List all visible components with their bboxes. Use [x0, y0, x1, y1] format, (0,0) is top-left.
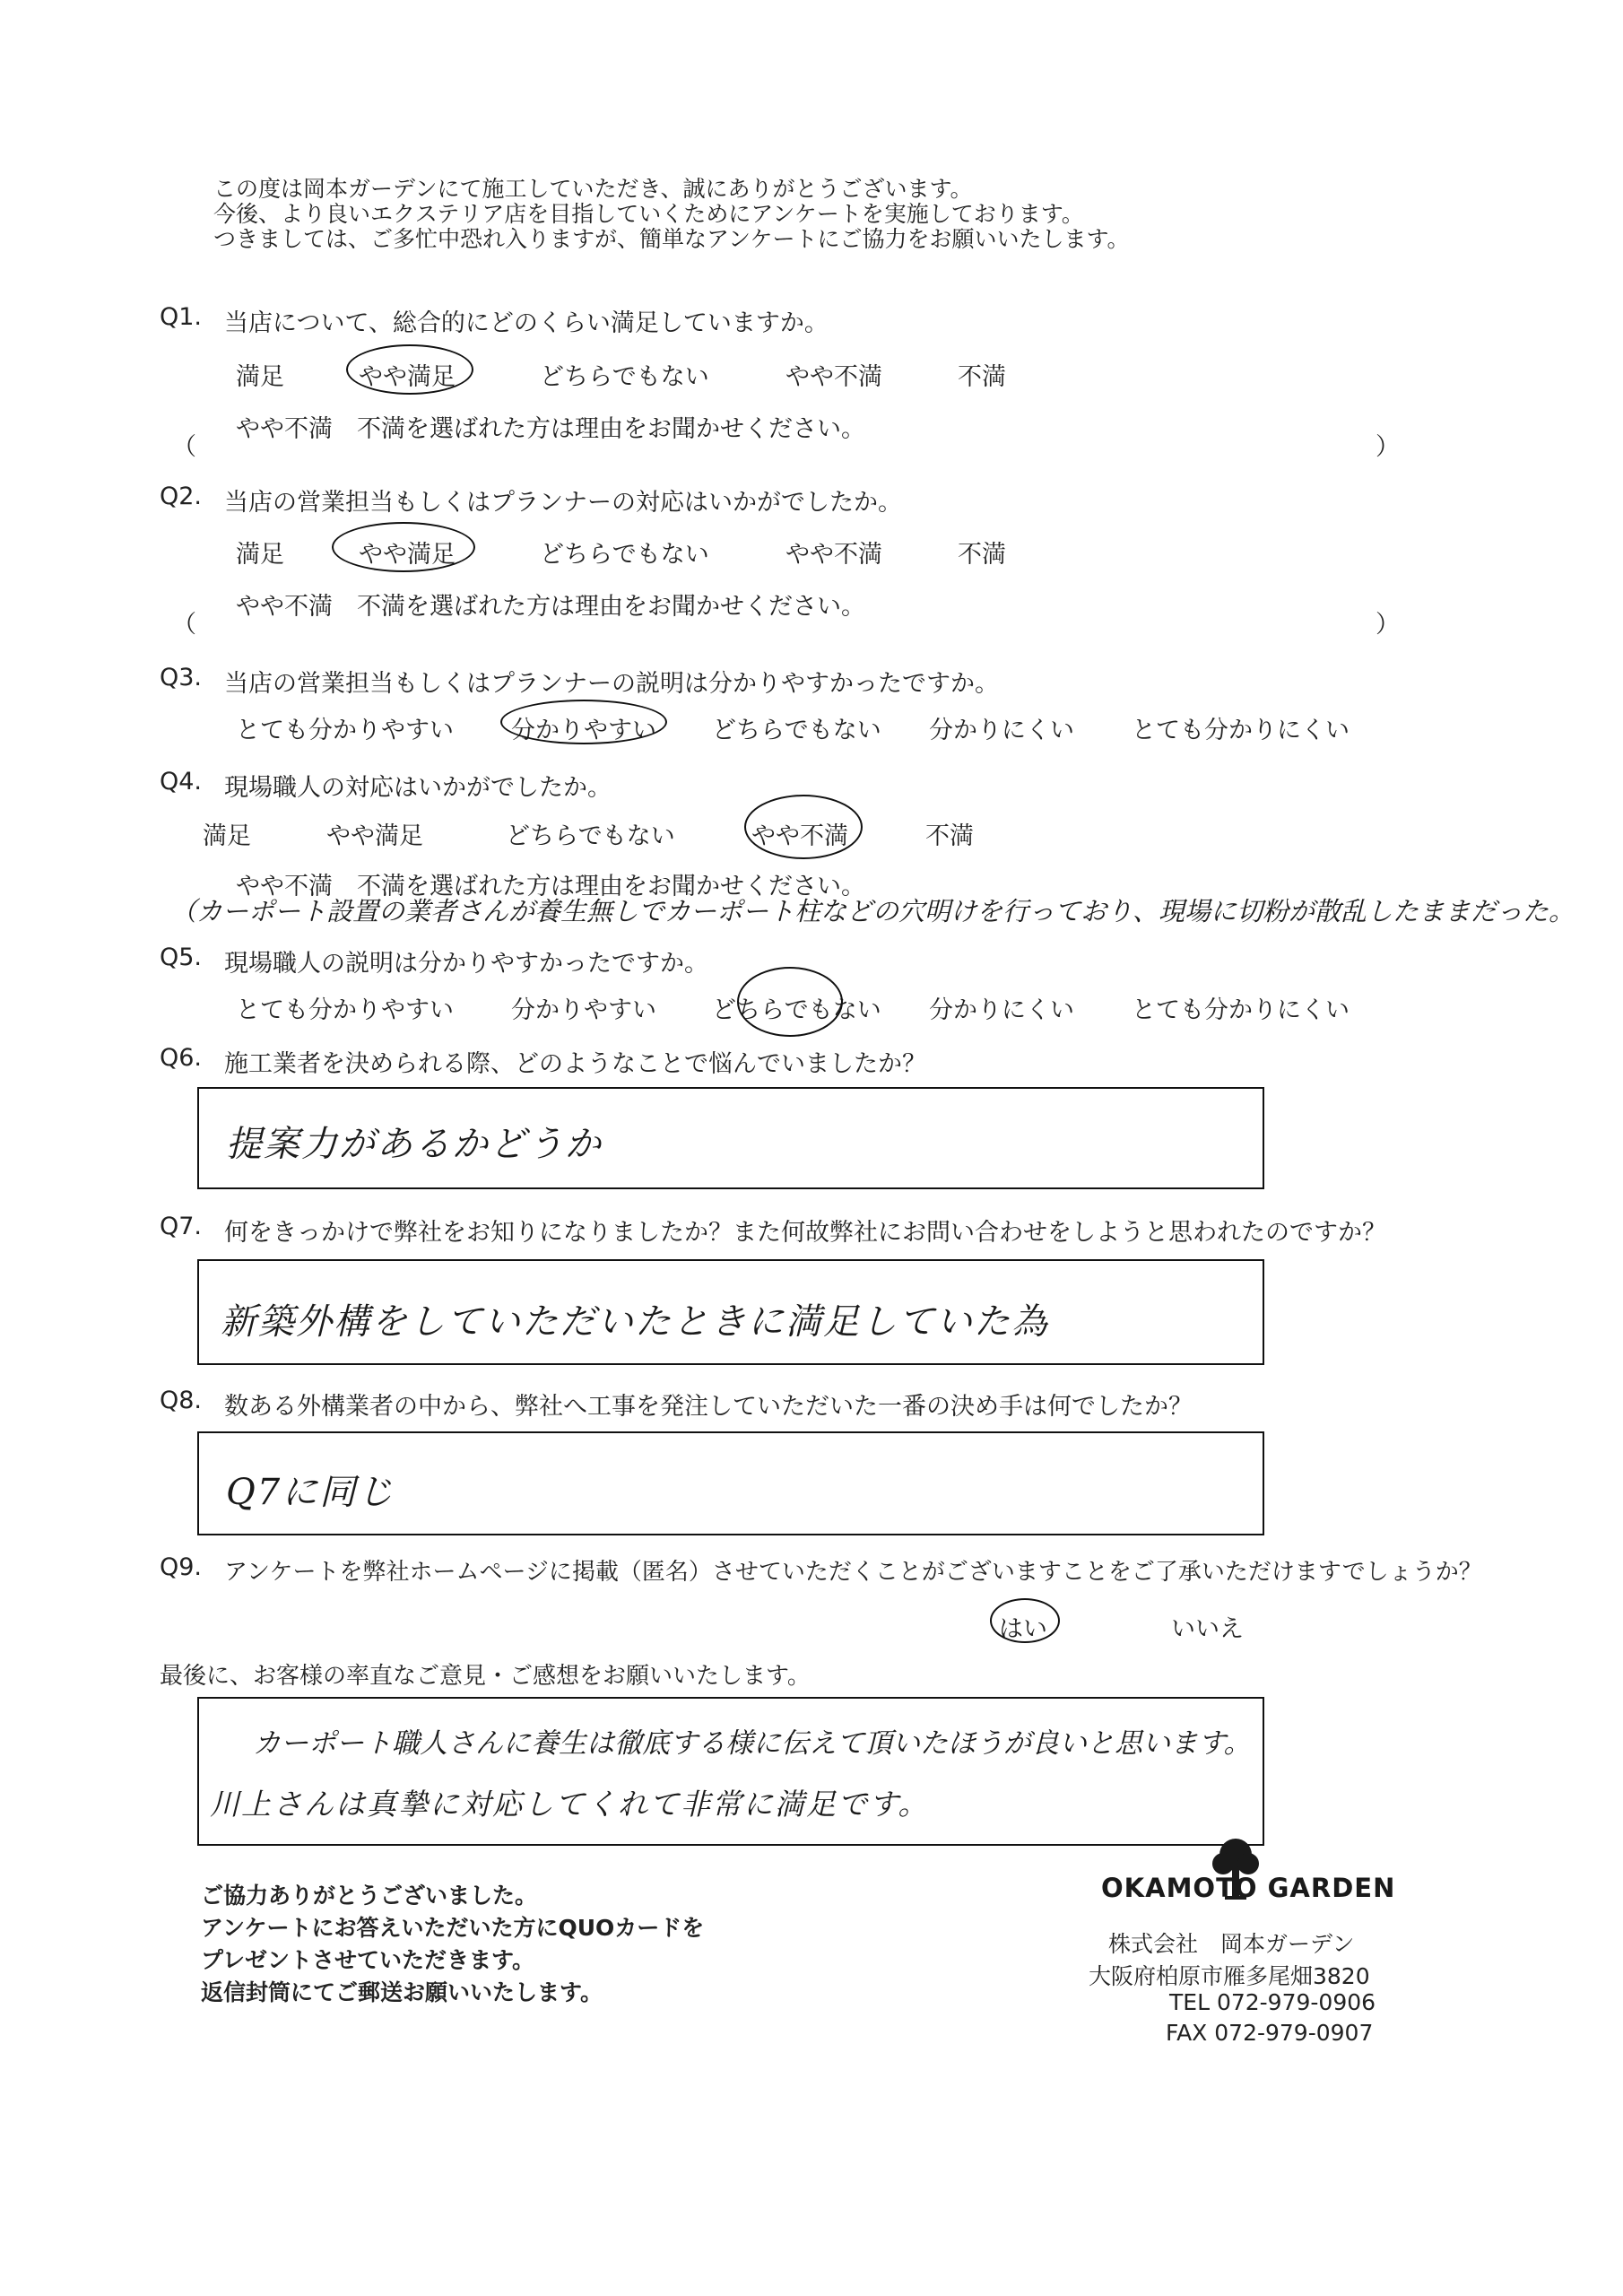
q2-number: Q2. — [160, 483, 203, 510]
intro-line-2: 今後、より良いエクステリア店を目指していくためにアンケートを実施しております。 — [213, 201, 1084, 227]
intro-line-3: つきましては、ご多忙中恐れ入りますが、簡単なアンケートにご協力をお願いいたします。 — [213, 226, 1130, 252]
q2-option-3[interactable]: どちらでもない — [540, 541, 709, 569]
q2-option-5[interactable]: 不満 — [958, 541, 1006, 569]
q7-question: 何をきっかけで弊社をお知りになりましたか？また何故弊社にお問い合わせをしようと思われたのですか？ — [224, 1219, 1386, 1247]
q1-reason-open-paren: （ — [172, 433, 196, 461]
final-comments-box[interactable] — [197, 1697, 1264, 1846]
footer-thanks-line-2: アンケートにお答えいただいた方にQUOカードを — [201, 1915, 705, 1941]
q1-reason-prompt: やや不満 不満を選ばれた方は理由をお聞かせください。 — [236, 415, 865, 443]
q4-option-1[interactable]: 満足 — [203, 822, 251, 850]
q4-question: 現場職人の対応はいかがでしたか。 — [224, 774, 612, 802]
q2-option-4[interactable]: やや不満 — [785, 541, 882, 569]
q5-question: 現場職人の説明は分かりやすかったですか。 — [224, 950, 708, 978]
q4-number: Q4. — [160, 768, 203, 796]
q2-reason-open-paren: （ — [172, 611, 196, 639]
company-logo — [1101, 1835, 1396, 1910]
final-comment-line-2: 川上さんは真摯に対応してくれて非常に満足です。 — [210, 1787, 930, 1822]
q4-option-4[interactable]: やや不満 — [751, 822, 848, 850]
q9-selected-circle — [990, 1598, 1060, 1643]
q6-answer-box[interactable] — [197, 1087, 1264, 1189]
q1-option-5[interactable]: 不満 — [958, 363, 1006, 391]
footer-thanks-line-4: 返信封筒にてご郵送お願いいたします。 — [201, 1979, 603, 2005]
q9-option-no[interactable]: いいえ — [1171, 1615, 1244, 1643]
q2-question: 当店の営業担当もしくはプランナーの対応はいかがでしたか。 — [224, 489, 902, 517]
q5-number: Q5. — [160, 944, 203, 971]
q8-question: 数ある外構業者の中から、弊社へ工事を発注していただいた一番の決め手は何でしたか？ — [224, 1393, 1193, 1421]
q3-option-3[interactable]: どちらでもない — [712, 717, 881, 744]
q7-answer-box[interactable] — [197, 1259, 1264, 1365]
q2-reason-close-paren: ） — [1376, 611, 1400, 639]
q3-option-2[interactable]: 分かりやすい — [511, 717, 656, 744]
q4-option-5[interactable]: 不満 — [925, 822, 974, 850]
final-comment-line-1: カーポート職人さんに養生は徹底する様に伝えて頂いたほうが良いと思います。 — [253, 1727, 1252, 1760]
q2-selected-circle — [332, 522, 475, 572]
q5-option-5[interactable]: とても分かりにくい — [1132, 996, 1350, 1024]
q3-option-5[interactable]: とても分かりにくい — [1132, 717, 1350, 744]
q2-option-2[interactable]: やや満足 — [359, 541, 456, 569]
q1-option-1[interactable]: 満足 — [236, 363, 284, 391]
q3-number: Q3. — [160, 664, 203, 691]
q5-option-2[interactable]: 分かりやすい — [511, 996, 656, 1024]
q4-reason-handwritten[interactable]: （カーポート設置の業者さんが養生無しでカーポート柱などの穴明けを行っており、現場に切粉が散乱したままだった。 — [170, 896, 1575, 926]
q6-number: Q6. — [160, 1044, 203, 1072]
intro-line-1: この度は岡本ガーデンにて施工していただき、誠にありがとうございます。 — [213, 176, 973, 202]
q1-option-4[interactable]: やや不満 — [785, 363, 882, 391]
q6-answer-handwritten: 提案力があるかどうか — [226, 1124, 603, 1165]
company-address: 大阪府柏原市雁多尾畑3820 — [1089, 1963, 1370, 1989]
q4-option-2[interactable]: やや満足 — [326, 822, 423, 850]
q1-option-2[interactable]: やや満足 — [359, 363, 456, 391]
footer-thanks-line-1: ご協力ありがとうございました。 — [201, 1883, 538, 1909]
q1-number: Q1. — [160, 303, 203, 331]
company-fax: FAX 072-979-0907 — [1166, 2020, 1374, 2046]
q9-option-yes[interactable]: はい — [999, 1615, 1047, 1643]
logo-text: OKAMOTO GARDEN — [1101, 1873, 1396, 1903]
final-prompt: 最後に、お客様の率直なご意見・ご感想をお願いいたします。 — [160, 1663, 811, 1690]
q7-answer-handwritten: 新築外構をしていただいたときに満足していた為 — [221, 1301, 1049, 1343]
q4-option-3[interactable]: どちらでもない — [506, 822, 675, 850]
q5-option-3[interactable]: どちらでもない — [712, 996, 881, 1024]
q3-option-4[interactable]: 分かりにくい — [929, 717, 1074, 744]
q8-number: Q8. — [160, 1387, 203, 1414]
q8-answer-handwritten: Q7に同じ — [226, 1472, 395, 1513]
q3-option-1[interactable]: とても分かりやすい — [236, 717, 454, 744]
footer-thanks-line-3: プレゼントさせていただきます。 — [201, 1947, 535, 1973]
q1-question: 当店について、総合的にどのくらい満足していますか。 — [224, 309, 829, 337]
q1-reason-close-paren: ） — [1376, 433, 1400, 461]
q7-number: Q7. — [160, 1213, 203, 1240]
q1-selected-circle — [346, 344, 473, 395]
company-tel: TEL 072-979-0906 — [1169, 1989, 1376, 2015]
q3-selected-circle — [500, 700, 667, 744]
q5-selected-circle — [737, 967, 843, 1037]
q2-reason-prompt: やや不満 不満を選ばれた方は理由をお聞かせください。 — [236, 593, 865, 621]
q9-question: アンケートを弊社ホームページに掲載（匿名）させていただくことがございますことをご了承いただけますでしょうか？ — [224, 1559, 1482, 1586]
q4-reason-prompt: やや不満 不満を選ばれた方は理由をお聞かせください。 — [236, 873, 865, 900]
q8-answer-box[interactable] — [197, 1431, 1264, 1535]
q9-number: Q9. — [160, 1553, 203, 1581]
q5-option-4[interactable]: 分かりにくい — [929, 996, 1074, 1024]
q2-option-1[interactable]: 満足 — [236, 541, 284, 569]
q1-option-3[interactable]: どちらでもない — [540, 363, 709, 391]
q5-option-1[interactable]: とても分かりやすい — [236, 996, 454, 1024]
q3-question: 当店の営業担当もしくはプランナーの説明は分かりやすかったですか。 — [224, 670, 999, 698]
q4-selected-circle — [744, 795, 863, 859]
q6-question: 施工業者を決められる際、どのようなことで悩んでいましたか？ — [224, 1050, 926, 1078]
company-name: 株式会社 岡本ガーデン — [1108, 1931, 1355, 1957]
